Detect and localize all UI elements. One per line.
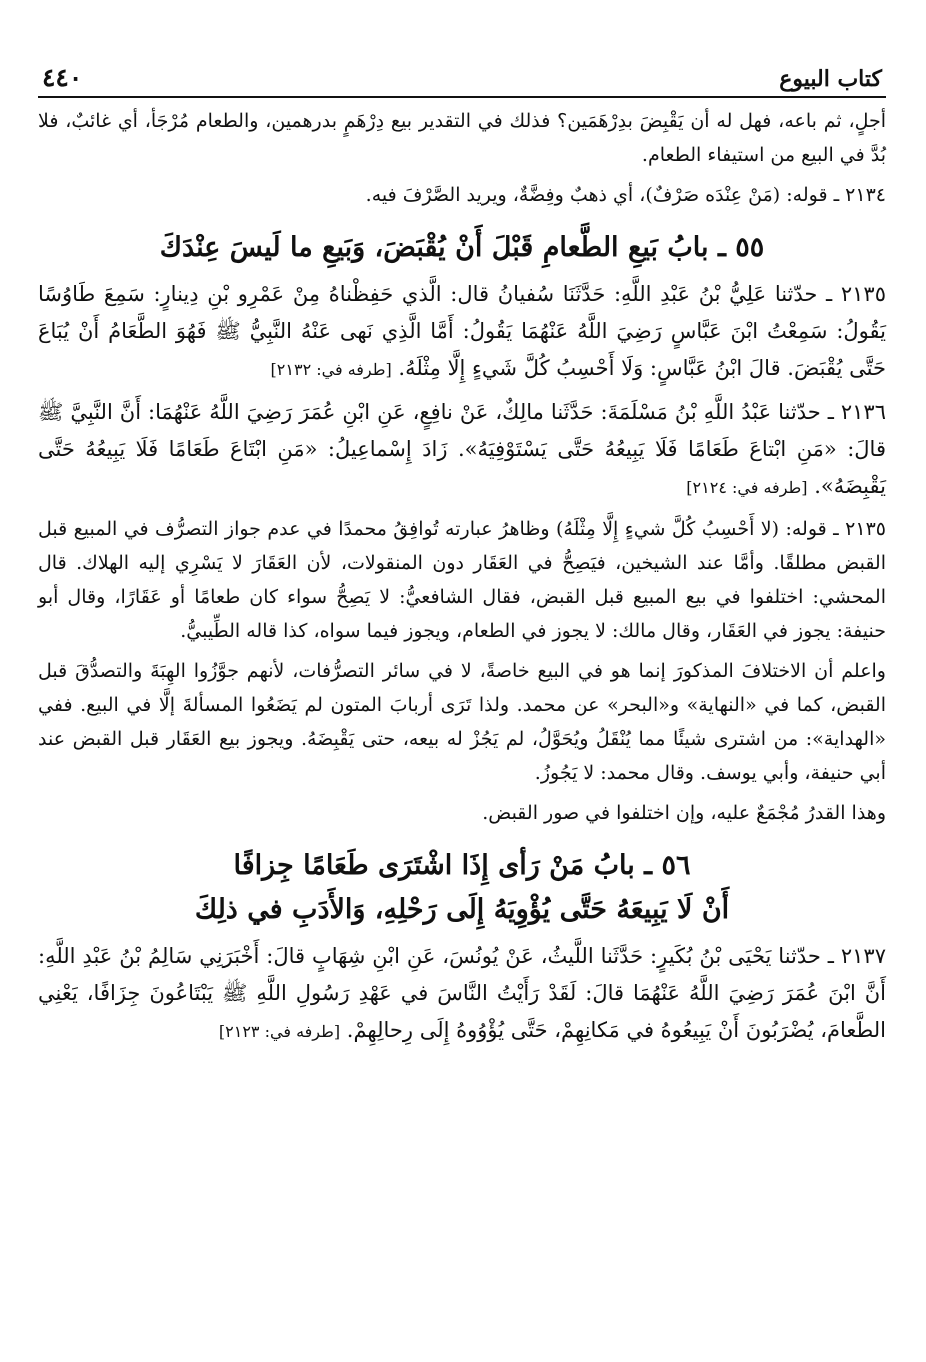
hadith-2136-reference: [طرفه في: ٢١٢٤] [686,478,808,497]
chapter-heading-55: ٥٥ ـ بابُ بَيعِ الطَّعامِ قَبْلَ أَنْ يُقْبَضَ، وَبَيعِ ما لَيسَ عِنْدَكَ [159,232,765,263]
hadith-2137-text: ٢١٣٧ ـ حدّثنا يَحْيَى بْنُ بُكَيرٍ: حَدَّثَنا اللَّيثُ، عَنْ يُونُسَ، عَنِ ابْنِ شِهَابٍ قالَ: أَخْبَرَنِي سَالِمُ بْنُ عَبْدِ اللَّهِ: أَنَّ ابْنَ عُمَرَ رَضِيَ اللَّهُ عَنْهُمَا قالَ: لَقَدْ رَأَيْتُ النَّاسَ في عَهْدِ رَسُولِ اللَّهِ ﷺ يَبْتَاعُونَ جِزَافًا، يَعْنِي الطَّعامَ، يُضْرَبُونَ أَنْ يَبِيعُوهُ في مَكانِهِمْ، حَتَّى يُؤْوُوهُ إِلَى رِحالِهِمْ. [38,944,886,1042]
page-number: ٤٤٠ [42,63,83,92]
running-header [38,52,886,98]
commentary-note-ikhtilaf: واعلم أن الاختلافَ المذكورَ إنما هو في البيع خاصةً، لا في سائر التصرُّفات، لأنهم جوَّزُوا الهِبَةَ والتصدُّقَ قبل القبض، كما في «النهاية» و«البحر» عن محمد. ولذا تَرَى أربابَ المتون لم يَضَعُوا المسألةَ إلَّا في البيع. ففي «الهداية»: من اشترى شيئًا مما يُنْقَلُ ويُحَوَّلُ، لم يَجُزْ له بيعه، حتى يَقْبِضَهُ. ويجوز بيع العَقَار قبل القبض عند أبي حنيفة، وأبي يوسف. وقال محمد: لا يَجُوزُ. [38,660,886,784]
commentary-note-qadr: وهذا القدرُ مُجْمَعٌ عليه، وإن اختلفوا في صور القبض. [482,802,886,824]
hadith-2137-reference: [طرفه في: ٢١٢٣] [218,1022,341,1041]
book-title: كتاب البيوع [779,66,882,92]
hadith-2135 [38,276,886,388]
commentary-note-2134: ٢١٣٤ ـ قوله: (مَنْ عِنْدَه صَرْفٌ)، أي ذهبٌ وفِضَّةٌ، ويريد الصَّرْفَ فيه. [365,184,886,206]
commentary-intro: أجلٍ، ثم باعه، فهل له أن يَقْبِضَ بدِرْهَمَين؟ فذلك في التقدير بيع دِرْهَمٍ بدرهمين، والطعام مُرْجَأ، أي غائبٌ، فلا بُدَّ في البيع من استيفاء الطعام. [38,110,886,166]
hadith-2135-text: ٢١٣٥ ـ حدّثنا عَلِيُّ بْنُ عَبْدِ اللَّهِ: حَدَّثَنَا سُفيانُ قال: الَّذي حَفِظْناهُ مِنْ عَمْرِو بْنِ دِينارٍ: سَمِعَ طَاوُسًا يَقُولُ: سَمِعْتُ ابْنَ عَبَّاسٍ رَضِيَ اللَّهُ عَنْهُمَا يَقُولُ: أَمَّا الَّذِي نَهى عَنْهُ النَّبِيُّ ﷺ فَهُوَ الطَّعَامُ أَنْ يُبَاعَ حَتَّى يُقْبَضَ. قالَ ابْنُ عَبَّاسٍ: وَلَا أَحْسِبُ كُلَّ شَيءٍ إِلَّا مِثْلَهُ. [38,282,886,380]
hadith-2136-text: ٢١٣٦ ـ حدّثنا عَبْدُ اللَّهِ بْنُ مَسْلَمَةَ: حَدَّثَنا مالِكٌ، عَنْ نافِعٍ، عَنِ ابْنِ عُمَرَ رَضِيَ اللَّهُ عَنْهُمَا: أَنَّ النَّبِيَّ ﷺ قالَ: «مَنِ ابْتاعَ طَعَامًا فَلَا يَبِيعُهُ حَتَّى يَسْتَوْفِيَهُ». زَادَ إِسْماعِيلُ: «مَنِ ابْتَاعَ طَعَامًا فَلَا يَبِيعُهُ حَتَّى يَقْبِضَهُ». [38,400,886,498]
commentary-note-2135: ٢١٣٥ ـ قوله: (لا أَحْسِبُ كُلَّ شيءٍ إِلَّا مِثْلَهُ) وظاهرُ عبارته تُوافِقُ محمدًا في عدم جواز التصرُّف في المبيع قبل القبض مطلقًا. وأمَّا عند الشيخين، فيَصِحُّ في العَقَار دون المنقولات، لأن العَقَارَ لا يَسْرِي إليه الهلاك. قال المحشي: اختلفوا في بيع المبيع قبل القبض، فقال الشافعيُّ: لا يَصِحُّ سواء كان طعامًا أو عَقَارًا، وقال أبو حنيفة: يجوز في العَقَار، وقال مالك: لا يجوز في الطعام، ويجوز فيما سواه، كذا قاله الطِّيبيُّ. [38,518,886,642]
hadith-2136 [38,394,886,506]
hadith-2135-reference: [طرفه في: ٢١٣٢] [270,360,392,379]
chapter-heading-56-line2: أَنْ لَا يَبِيعَهُ حَتَّى يُؤْوِيَهُ إِلَى رَحْلِهِ، وَالأَدَبِ في ذلِكَ [194,894,730,925]
chapter-heading-56-line1: ٥٦ ـ بابُ مَنْ رَأى إِذَا اشْتَرَى طَعَامًا جِزافًا [233,850,691,881]
hadith-2137 [38,938,886,1050]
